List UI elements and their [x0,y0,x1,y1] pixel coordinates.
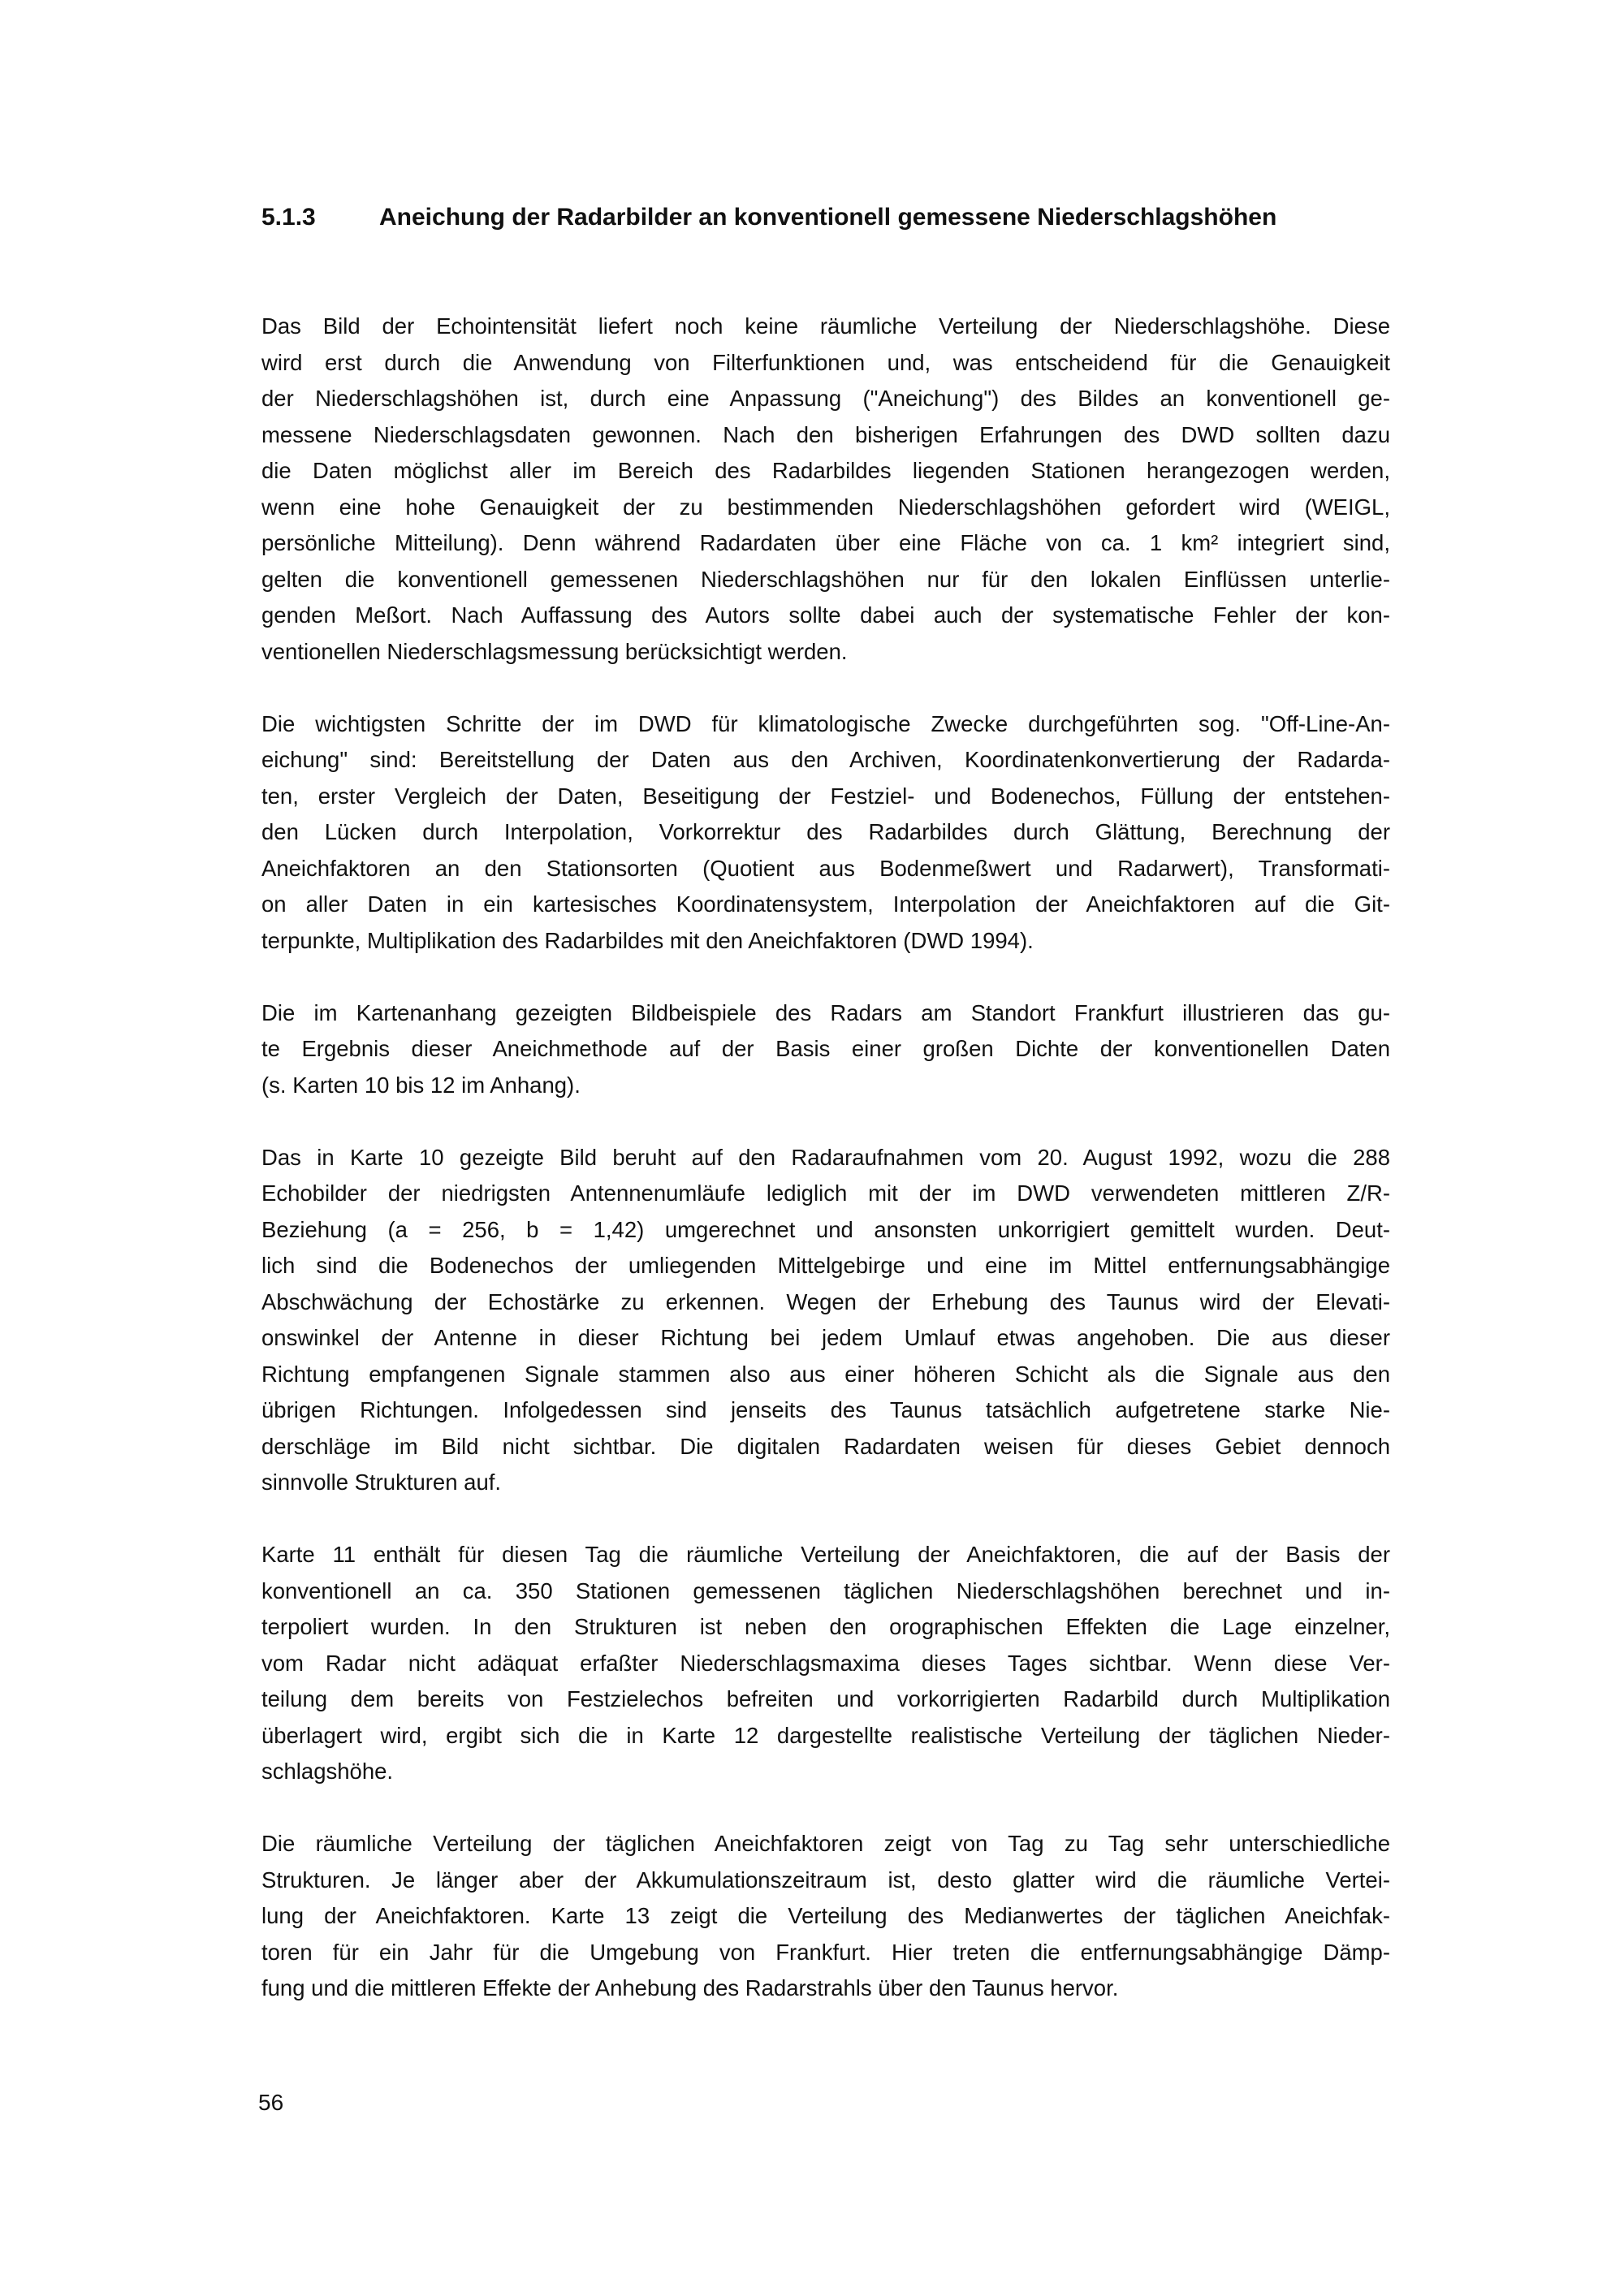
section-number: 5.1.3 [261,204,316,231]
text-line: lung der Aneichfaktoren. Karte 13 zeigt die Verteilung des Medianwertes der täglichen Aneichfak- [261,1903,1390,1928]
text-line: te Ergebnis dieser Aneichmethode auf der Basis einer großen Dichte der konventionellen Daten [261,1036,1390,1061]
text-line: den Lücken durch Interpolation, Vorkorrektur des Radarbildes durch Glättung, Berechnung der [261,819,1390,844]
text-line: die Daten möglichst aller im Bereich des Radarbildes liegenden Stationen herangezogen werden, [261,458,1390,483]
text-line: onswinkel der Antenne in dieser Richtung bei jedem Umlauf etwas angehoben. Die aus dieser [261,1325,1390,1350]
text-line: Echobilder der niedrigsten Antennenumläufe lediglich mit der im DWD verwendeten mittleren Z/R- [261,1180,1390,1206]
text-line: (s. Karten 10 bis 12 im Anhang). [261,1072,581,1098]
text-line: terpoliert wurden. In den Strukturen ist neben den orographischen Effekten die Lage einzelner, [261,1614,1390,1639]
section-title: Aneichung der Radarbilder an konventionell gemessene Niederschlagshöhen [379,204,1277,231]
text-line: lich sind die Bodenechos der umliegenden Mittelgebirge und eine im Mittel entfernungsabhängige [261,1253,1390,1278]
text-line: wenn eine hohe Genauigkeit der zu bestimmenden Niederschlagshöhen gefordert wird (WEIGL, [261,494,1390,520]
text-line: Abschwächung der Echostärke zu erkennen. Wegen der Erhebung des Taunus wird der Elevati- [261,1288,1390,1314]
text-line: genden Meßort. Nach Auffassung des Autors sollte dabei auch der systematische Fehler der kon- [261,602,1390,628]
text-line: konventionell an ca. 350 Stationen gemessenen täglichen Niederschlagshöhen berechnet und in- [261,1577,1390,1603]
text-line: toren für ein Jahr für die Umgebung von Frankfurt. Hier treten die entfernungsabhängige Dämp- [261,1939,1390,1965]
text-line: Aneichfaktoren an den Stationsorten (Quotient aus Bodenmeßwert und Radarwert), Transformati- [261,855,1390,881]
paragraph [261,995,1390,1104]
text-line: gelten die konventionell gemessenen Niederschlagshöhen nur für den lokalen Einflüssen unterlie- [261,566,1390,592]
paragraph [261,706,1390,960]
page-number: 56 [258,2090,284,2115]
text-line: schlagshöhe. [261,1759,394,1784]
text-line: teilung dem bereits von Festzielechos befreiten und vorkorrigierten Radarbild durch Multiplikation [261,1686,1390,1711]
paragraph [261,309,1390,670]
text-line: Das in Karte 10 gezeigte Bild beruht auf den Radaraufnahmen vom 20. August 1992, wozu die 288 [261,1144,1390,1170]
text-line: eichung" sind: Bereitstellung der Daten aus den Archiven, Koordinatenkonvertierung der Radarda- [261,747,1390,772]
text-line: Richtung empfangenen Signale stammen also aus einer höheren Schicht als die Signale aus den [261,1361,1390,1387]
text-line: überlagert wird, ergibt sich die in Karte 12 dargestellte realistische Verteilung der täglichen Nieder- [261,1722,1390,1748]
text-line: ten, erster Vergleich der Daten, Beseitigung der Festziel- und Bodenechos, Füllung der entstehen- [261,783,1390,809]
body-text [261,309,1390,2043]
text-line: wird erst durch die Anwendung von Filterfunktionen und, was entscheidend für die Genauigkeit [261,349,1390,375]
text-line: persönliche Mitteilung). Denn während Radardaten über eine Fläche von ca. 1 km² integriert sind, [261,530,1390,555]
text-line: der Niederschlagshöhen ist, durch eine Anpassung ("Aneichung") des Bildes an konventionell ge- [261,386,1390,411]
text-line: Die im Kartenanhang gezeigten Bildbeispiele des Radars am Standort Frankfurt illustrieren das gu- [261,999,1390,1025]
text-line: messene Niederschlagsdaten gewonnen. Nach den bisherigen Erfahrungen des DWD sollten dazu [261,421,1390,447]
text-line: Beziehung (a = 256, b = 1,42) umgerechnet und ansonsten unkorrigiert gemittelt wurden. Deut- [261,1216,1390,1242]
text-line: sinnvolle Strukturen auf. [261,1470,502,1495]
text-line: Die wichtigsten Schritte der im DWD für klimatologische Zwecke durchgeführten sog. "Off-Line-An- [261,710,1390,736]
text-line: vom Radar nicht adäquat erfaßter Niederschlagsmaxima dieses Tages sichtbar. Wenn diese Ver- [261,1650,1390,1676]
text-line: Strukturen. Je länger aber der Akkumulationszeitraum ist, desto glatter wird die räumliche Vertei- [261,1867,1390,1892]
text-line: derschläge im Bild nicht sichtbar. Die digitalen Radardaten weisen für dieses Gebiet dennoch [261,1433,1390,1459]
paragraph [261,1537,1390,1790]
paragraph [261,1140,1390,1501]
text-line: übrigen Richtungen. Infolgedessen sind jenseits des Taunus tatsächlich aufgetretene starke Nie- [261,1397,1390,1422]
text-line: Das Bild der Echointensität liefert noch keine räumliche Verteilung der Niederschlagshöhe. Diese [261,313,1390,339]
text-line: Die räumliche Verteilung der täglichen Aneichfaktoren zeigt von Tag zu Tag sehr unterschiedliche [261,1831,1390,1856]
text-line: ventionellen Niederschlagsmessung berücksichtigt werden. [261,638,848,664]
text-line: on aller Daten in ein kartesisches Koordinatensystem, Interpolation der Aneichfaktoren auf die Git- [261,891,1390,917]
text-line: fung und die mittleren Effekte der Anhebung des Radarstrahls über den Taunus hervor. [261,1975,1119,2000]
paragraph [261,1826,1390,2007]
text-line: Karte 11 enthält für diesen Tag die räumliche Verteilung der Aneichfaktoren, die auf der Basis der [261,1542,1390,1567]
text-line: terpunkte, Multiplikation des Radarbildes mit den Aneichfaktoren (DWD 1994). [261,927,1034,953]
